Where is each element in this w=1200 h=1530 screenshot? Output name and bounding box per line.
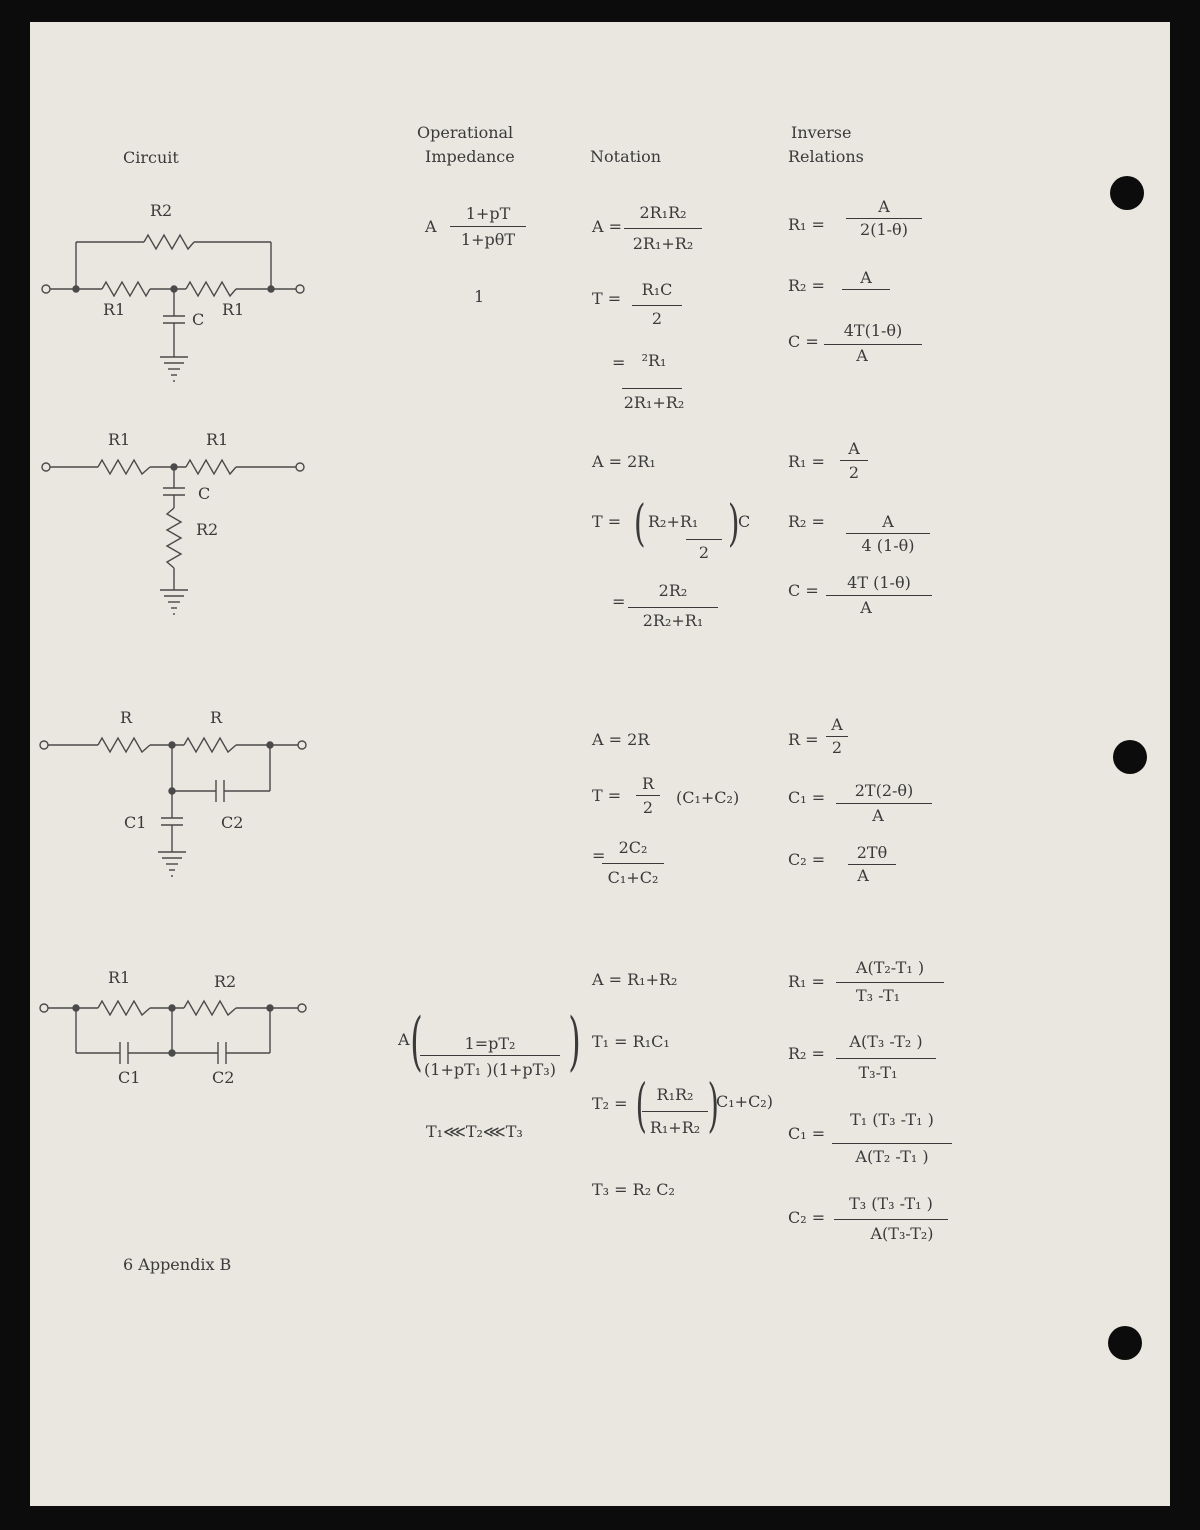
n3-lhs: = — [612, 353, 626, 372]
r4-i2-denominator: T₃-T₁ — [858, 1063, 898, 1082]
r4-n3-denominator: R₁+R₂ — [649, 1118, 701, 1137]
fraction-line — [636, 795, 660, 796]
r4-i1-numerator: A(T₂-T₁ ) — [855, 958, 925, 977]
label-r1: R1 — [222, 300, 245, 319]
r2-i2-lhs: R₂ = — [788, 512, 825, 531]
r2-n2-inner-den: 2 — [698, 543, 710, 562]
header-relations: Relations — [788, 147, 864, 166]
circuit-3 — [40, 738, 306, 876]
label-r2: R2 — [196, 520, 219, 539]
r4-imp-denominator: (1+pT₁ )(1+pT₃) — [424, 1060, 556, 1079]
r2-i1-denominator: 2 — [848, 463, 860, 482]
label-r1: R1 — [108, 430, 131, 449]
fraction-line — [420, 1055, 560, 1056]
n2-denominator: 2 — [651, 309, 663, 328]
r4-i1-lhs: R₁ = — [788, 972, 825, 991]
label-r1: R1 — [108, 968, 131, 987]
r4-n3-numerator: R₁R₂ — [656, 1085, 694, 1104]
r2-i1-lhs: R₁ = — [788, 452, 825, 471]
n2-lhs: T = — [592, 289, 622, 308]
r3-i3-denominator: A — [857, 866, 869, 885]
paren-close: ) — [568, 1005, 581, 1079]
r2-i1-numerator: A — [848, 439, 860, 458]
circuit-2 — [42, 460, 304, 614]
label-r2: R2 — [214, 972, 237, 991]
r3-n3-numerator: 2C₂ — [618, 838, 648, 857]
r4-n1: A = R₁+R₂ — [592, 970, 678, 989]
fraction-line — [834, 1219, 948, 1220]
fraction-line — [824, 344, 922, 345]
r2-n3-lhs: = — [612, 592, 626, 611]
i2-lhs: R₂ = — [788, 276, 825, 295]
n3-denominator: 2R₁+R₂ — [623, 393, 685, 412]
r4-imp-condition: T₁⋘T₂⋘T₃ — [426, 1122, 523, 1141]
r3-i2-numerator: 2T(2-θ) — [854, 781, 914, 800]
label-c: C — [198, 484, 211, 503]
r2-i2-numerator: A — [882, 512, 894, 531]
r3-i3-lhs: C₂ = — [788, 850, 826, 869]
fraction-line — [628, 607, 718, 608]
r2-i3-lhs: C = — [788, 581, 819, 600]
n1-numerator: 2R₁R₂ — [639, 203, 687, 222]
header-inverse: Inverse — [791, 123, 852, 142]
r2-i2-denominator: 4 (1-θ) — [861, 536, 915, 555]
r4-i3-numerator: T₁ (T₃ -T₁ ) — [850, 1110, 934, 1129]
r3-n1: A = 2R — [592, 730, 650, 749]
paren-close: ) — [707, 1071, 719, 1139]
fraction-line — [842, 289, 890, 290]
r4-n3-tail: C₁+C₂) — [716, 1092, 773, 1111]
n1-denominator: 2R₁+R₂ — [632, 234, 694, 253]
r4-n4: T₃ = R₂ C₂ — [592, 1180, 675, 1199]
r4-i3-lhs: C₁ = — [788, 1124, 826, 1143]
i1-lhs: R₁ = — [788, 215, 825, 234]
imp1-a: A — [425, 217, 437, 236]
r4-i2-numerator: A(T₃ -T₂ ) — [849, 1032, 923, 1051]
header-impedance: Impedance — [425, 147, 515, 166]
circuit-4 — [40, 1001, 306, 1064]
r3-i1-denominator: 2 — [831, 738, 843, 757]
r4-i4-denominator: A(T₃-T₂) — [870, 1224, 934, 1243]
fraction-line — [836, 982, 944, 983]
r3-n2-tail: (C₁+C₂) — [676, 788, 740, 807]
r3-i2-denominator: A — [872, 806, 884, 825]
page-footer: 6 Appendix B — [123, 1255, 232, 1274]
label-c1: C1 — [124, 813, 147, 832]
i1-numerator: A — [878, 197, 890, 216]
fraction-line — [846, 533, 930, 534]
fraction-line — [622, 388, 682, 389]
i3-lhs: C = — [788, 332, 819, 351]
r4-n3-lhs: T₂ = — [592, 1094, 628, 1113]
r4-n2: T₁ = R₁C₁ — [592, 1032, 670, 1051]
r3-i2-lhs: C₁ = — [788, 788, 826, 807]
i3-denominator: A — [856, 346, 868, 365]
fraction-line — [826, 736, 848, 737]
label-c2: C2 — [221, 813, 244, 832]
label-c1: C1 — [118, 1068, 141, 1087]
imp1-denominator: 1+pθT — [460, 230, 516, 249]
i1-denominator: 2(1-θ) — [860, 220, 908, 239]
fraction-line — [686, 539, 722, 540]
r4-i3-denominator: A(T₂ -T₁ ) — [855, 1147, 929, 1166]
imp2-value: 1 — [474, 287, 485, 306]
r3-i3-numerator: 2Tθ — [856, 843, 888, 862]
r2-n3-denominator: 2R₂+R₁ — [642, 611, 704, 630]
circuit-1 — [42, 235, 304, 381]
label-r: R — [210, 708, 223, 727]
label-r: R — [120, 708, 133, 727]
fraction-line — [450, 226, 526, 227]
fraction-line — [848, 864, 896, 865]
label-c: C — [192, 310, 205, 329]
n2-numerator: R₁C — [641, 280, 673, 299]
r2-n3-numerator: 2R₂ — [658, 581, 688, 600]
label-r1: R1 — [206, 430, 229, 449]
label-c2: C2 — [212, 1068, 235, 1087]
r4-i4-numerator: T₃ (T₃ -T₁ ) — [849, 1194, 933, 1213]
header-operational: Operational — [417, 123, 514, 142]
r2-n2-c: C — [738, 512, 751, 531]
r2-n1: A = 2R₁ — [592, 452, 656, 471]
fraction-line — [836, 1058, 936, 1059]
header-circuit: Circuit — [123, 148, 179, 167]
fraction-line — [826, 595, 932, 596]
n1-lhs: A = — [592, 217, 623, 236]
r3-n2-denominator: 2 — [642, 798, 654, 817]
r4-imp-a: A — [398, 1030, 410, 1049]
r3-i1-lhs: R = — [788, 730, 819, 749]
r3-n2-numerator: R — [641, 774, 655, 793]
r4-i2-lhs: R₂ = — [788, 1044, 825, 1063]
header-notation: Notation — [590, 147, 662, 166]
fraction-line — [632, 305, 682, 306]
n3-numerator: ²R₁ — [641, 351, 667, 370]
r4-i4-lhs: C₂ = — [788, 1208, 826, 1227]
fraction-line — [846, 218, 922, 219]
fraction-line — [642, 1111, 708, 1112]
paren-open: ( — [410, 1005, 423, 1079]
fraction-line — [840, 460, 868, 461]
r2-n2-lhs: T = — [592, 512, 622, 531]
paren-open: ( — [635, 1071, 647, 1139]
label-r1: R1 — [103, 300, 126, 319]
r3-n3-denominator: C₁+C₂ — [607, 868, 659, 887]
i3-numerator: 4T(1-θ) — [843, 321, 903, 340]
r4-imp-numerator: 1=pT₂ — [464, 1034, 516, 1053]
paren-close: ) — [727, 494, 740, 552]
r3-i1-numerator: A — [831, 715, 843, 734]
r3-n2-lhs: T = — [592, 786, 622, 805]
fraction-line — [624, 228, 702, 229]
r2-i3-numerator: 4T (1-θ) — [847, 573, 911, 592]
fraction-line — [836, 803, 932, 804]
paren-open: ( — [633, 494, 646, 552]
fraction-line — [832, 1143, 952, 1144]
r2-i3-denominator: A — [860, 598, 872, 617]
fraction-line — [602, 863, 664, 864]
r3-n3-lhs: = — [592, 846, 606, 865]
r2-n2-inner: R₂+R₁ — [648, 512, 699, 531]
label-r2: R2 — [150, 201, 173, 220]
imp1-numerator: 1+pT — [465, 204, 511, 223]
r4-i1-denominator: T₃ -T₁ — [855, 986, 901, 1005]
i2-numerator: A — [860, 268, 872, 287]
